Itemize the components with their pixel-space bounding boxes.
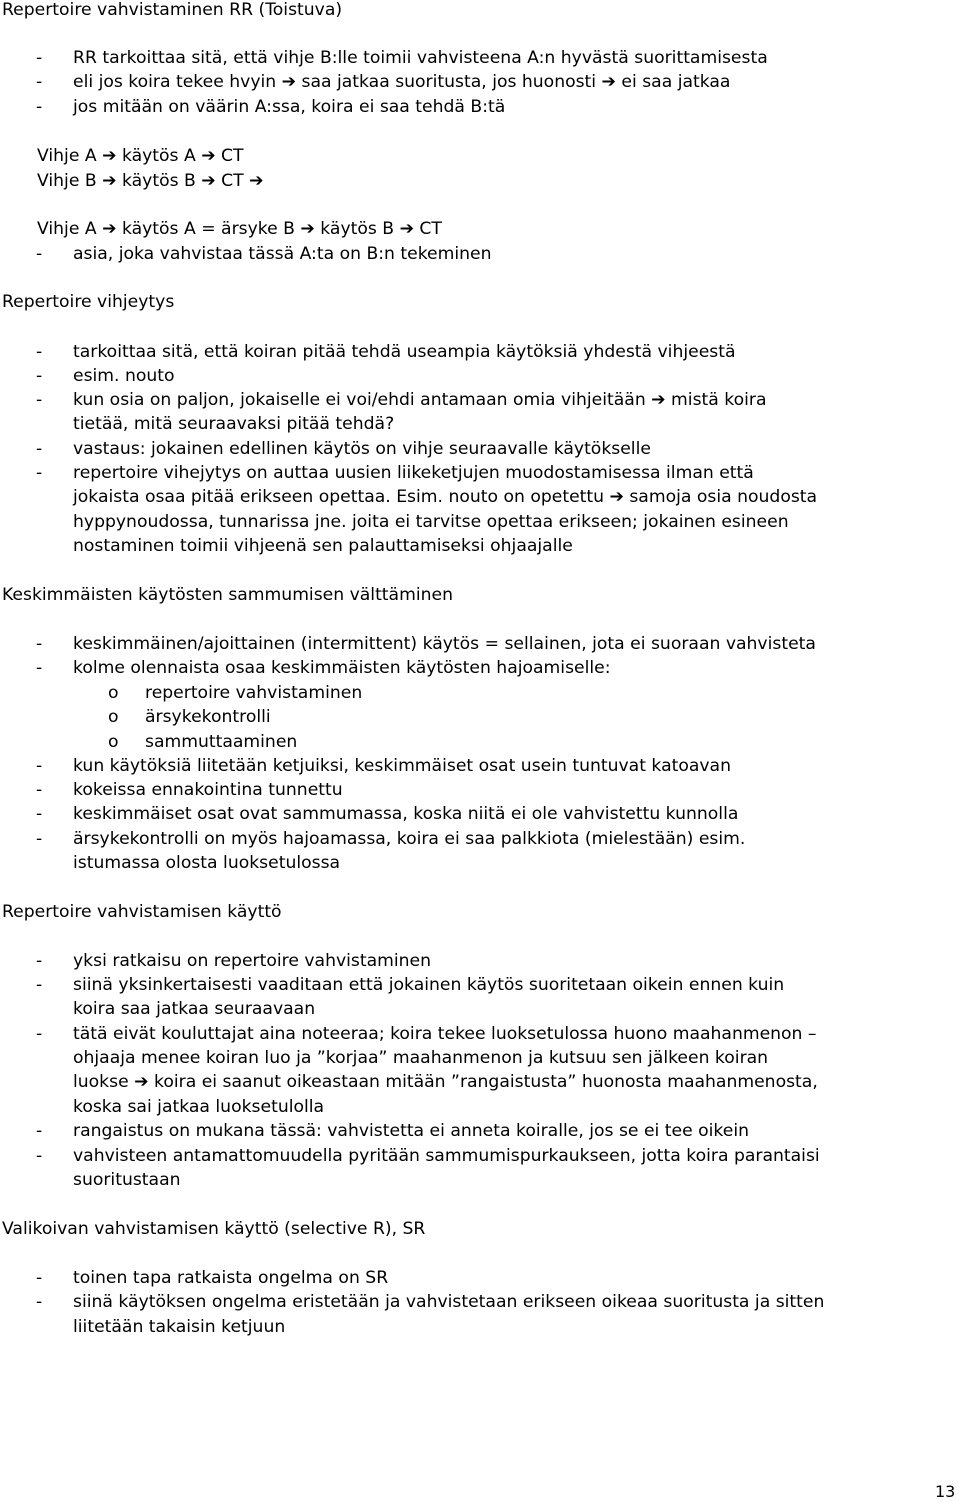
flow-line: Vihje A ➔ käytös A = ärsyke B ➔ käytös B ➔ CT [37,219,442,239]
bullet-continuation: hyppynoudossa, tunnarissa jne. joita ei tarvitse opettaa erikseen; jokainen esineen [73,512,789,532]
bullet-text: kun käytöksiä liitetään ketjuiksi, keskimmäiset osat usein tuntuvat katoavan [73,756,731,776]
heading-repertoire-vahvistamisen-kaytto: Repertoire vahvistamisen käyttö [2,902,282,922]
dash-marker: - [36,780,43,800]
sub-bullet-marker: o [108,707,119,727]
dash-marker: - [36,975,43,995]
bullet-text: esim. nouto [73,366,175,386]
sub-bullet-text: repertoire vahvistaminen [145,683,363,703]
dash-marker: - [36,463,43,483]
bullet-text: siinä yksinkertaisesti vaaditaan että jokainen käytös suoritetaan oikein ennen kuin [73,975,785,995]
sub-bullet-text: ärsykekontrolli [145,707,271,727]
dash-marker: - [36,1292,43,1312]
page-number: 13 [935,1482,956,1501]
sub-bullet-marker: o [108,732,119,752]
bullet-text: ärsykekontrolli on myös hajoamassa, koira ei saa palkkiota (mielestään) esim. [73,829,746,849]
dash-marker: - [36,1121,43,1141]
bullet-text: keskimmäinen/ajoittainen (intermittent) käytös = sellainen, jota ei suoraan vahvisteta [73,634,816,654]
bullet-continuation: koska sai jatkaa luoksetulolla [73,1097,325,1117]
bullet-text: tarkoittaa sitä, että koiran pitää tehdä useampia käytöksiä yhdestä vihjeestä [73,342,736,362]
bullet-text: vastaus: jokainen edellinen käytös on vihje seuraavalle käytökselle [73,439,651,459]
dash-marker: - [36,804,43,824]
bullet-text: vahvisteen antamattomuudella pyritään sammumispurkaukseen, jotta koira parantaisi [73,1146,820,1166]
bullet-continuation: luokse ➔ koira ei saanut oikeastaan mitään ”rangaistusta” huonosta maahanmenosta, [73,1072,818,1092]
bullet-text: kolme olennaista osaa keskimmäisten käytösten hajoamiselle: [73,658,611,678]
bullet-continuation: liitetään takaisin ketjuun [73,1317,286,1337]
dash-marker: - [36,1024,43,1044]
bullet-text: rangaistus on mukana tässä: vahvistetta ei anneta koiralle, jos se ei tee oikein [73,1121,750,1141]
dash-marker: - [36,72,43,92]
dash-marker: - [36,829,43,849]
bullet-text: jos mitään on väärin A:ssa, koira ei saa tehdä B:tä [73,97,506,117]
sub-bullet-text: sammuttaaminen [145,732,298,752]
bullet-text: yksi ratkaisu on repertoire vahvistaminen [73,951,432,971]
dash-marker: - [36,634,43,654]
dash-marker: - [36,439,43,459]
bullet-continuation: nostaminen toimii vihjeenä sen palauttamiseksi ohjaajalle [73,536,573,556]
sub-bullet-marker: o [108,683,119,703]
bullet-continuation: koira saa jatkaa seuraavaan [73,999,316,1019]
bullet-text: toinen tapa ratkaista ongelma on SR [73,1268,389,1288]
bullet-text: asia, joka vahvistaa tässä A:ta on B:n tekeminen [73,244,492,264]
dash-marker: - [36,1268,43,1288]
bullet-text: eli jos koira tekee hvyin ➔ saa jatkaa suoritusta, jos huonosti ➔ ei saa jatkaa [73,72,731,92]
bullet-text: kokeissa ennakointina tunnettu [73,780,343,800]
heading-repertoire-vahvistaminen-rr: Repertoire vahvistaminen RR (Toistuva) [2,0,343,20]
dash-marker: - [36,97,43,117]
bullet-text: siinä käytöksen ongelma eristetään ja vahvistetaan erikseen oikeaa suoritusta ja sitten [73,1292,825,1312]
dash-marker: - [36,366,43,386]
bullet-continuation: tietää, mitä seuraavaksi pitää tehdä? [73,414,395,434]
flow-line: Vihje A ➔ käytös A ➔ CT [37,146,244,166]
dash-marker: - [36,1146,43,1166]
bullet-text: repertoire vihejytys on auttaa uusien liikeketjujen muodostamisessa ilman että [73,463,754,483]
heading-keskimmaisten-kaytosten: Keskimmäisten käytösten sammumisen välttäminen [2,585,453,605]
bullet-continuation: jokaista osaa pitää erikseen opettaa. Esim. nouto on opetettu ➔ samoja osia noudosta [73,487,818,507]
heading-valikoivan-vahvistamisen: Valikoivan vahvistamisen käyttö (selective R), SR [2,1219,426,1239]
bullet-text: keskimmäiset osat ovat sammumassa, koska niitä ei ole vahvistettu kunnolla [73,804,739,824]
bullet-continuation: suoritustaan [73,1170,181,1190]
heading-repertoire-vihjeytys: Repertoire vihjeytys [2,292,175,312]
bullet-text: tätä eivät kouluttajat aina noteeraa; koira tekee luoksetulossa huono maahanmenon – [73,1024,817,1044]
dash-marker: - [36,951,43,971]
dash-marker: - [36,390,43,410]
dash-marker: - [36,756,43,776]
flow-line: Vihje B ➔ käytös B ➔ CT ➔ [37,171,264,191]
bullet-continuation: istumassa olosta luoksetulossa [73,853,341,873]
bullet-continuation: ohjaaja menee koiran luo ja ”korjaa” maahanmenon ja kutsuu sen jälkeen koiran [73,1048,769,1068]
dash-marker: - [36,48,43,68]
dash-marker: - [36,342,43,362]
bullet-text: kun osia on paljon, jokaiselle ei voi/ehdi antamaan omia vihjeitään ➔ mistä koira [73,390,767,410]
bullet-text: RR tarkoittaa sitä, että vihje B:lle toimii vahvisteena A:n hyvästä suorittamisesta [73,48,768,68]
dash-marker: - [36,244,43,264]
dash-marker: - [36,658,43,678]
